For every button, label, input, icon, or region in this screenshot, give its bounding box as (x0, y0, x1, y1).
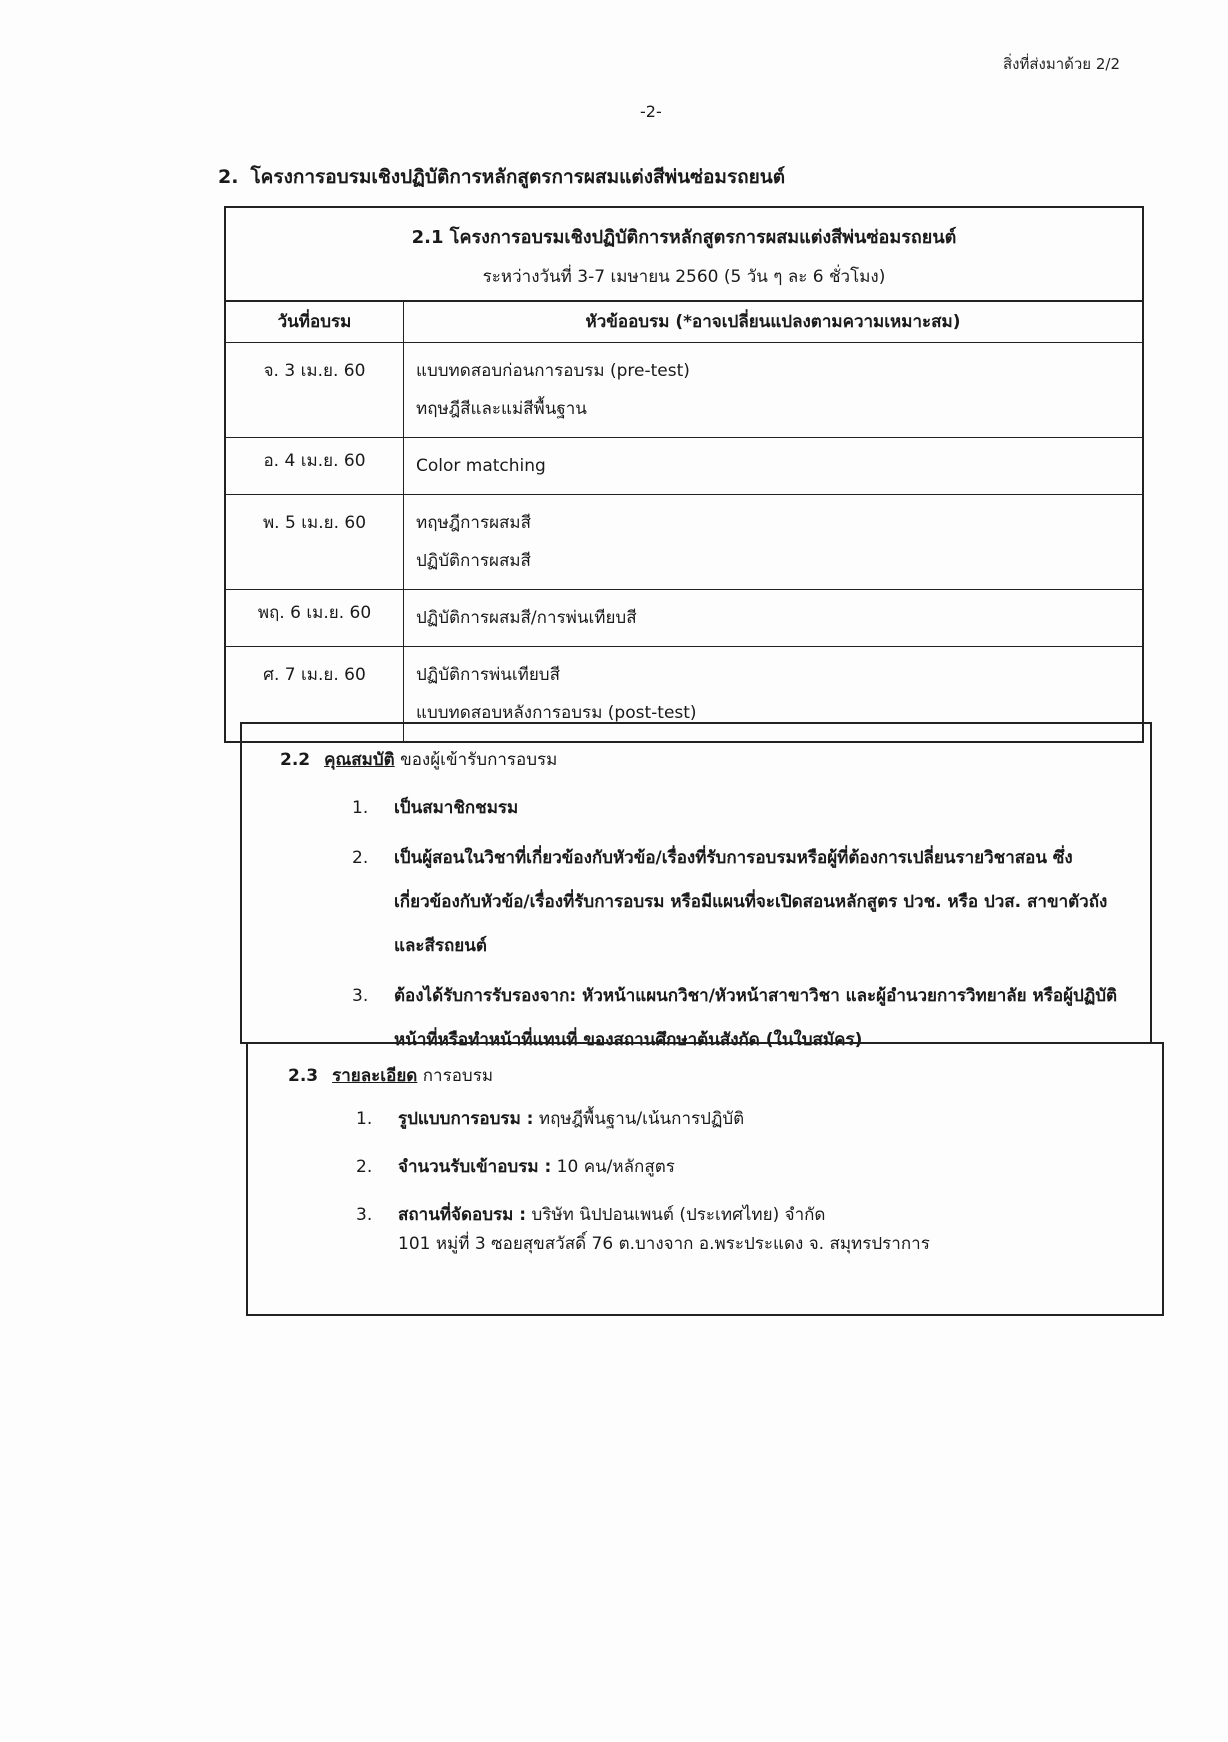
page-number: -2- (640, 102, 662, 121)
item-number: 3. (352, 986, 369, 1006)
schedule-header (226, 208, 1142, 302)
topic-item: ปฏิบัติการผสมสี (416, 551, 531, 571)
details-list (356, 1104, 1144, 1276)
table-row (226, 343, 1142, 438)
topic-item: ทฤษฎีสีและแม่สีพื้นฐาน (416, 399, 587, 419)
item-number: 1. (356, 1109, 373, 1129)
details-heading (288, 1062, 493, 1089)
item-text: เป็นผู้สอนในวิชาที่เกี่ยวข้องกับหัวข้อ/เรื่องที่รับการอบรมหรือผู้ที่ต้องการเปลี่ยนรายวิชาสอน ซึ่งเกี่ยวข้องกับหัวข้อ/เรื่องที่รับการอบรม หรือมีแผนที่จะเปิดสอนหลักสูตร ปวช. หรือ ปวส. สาขาตัวถังและสีรถยนต์ (394, 848, 1108, 956)
row-date: พ. 5 เม.ย. 60 (226, 495, 404, 589)
item-label: สถานที่จัดอบรม : (398, 1205, 527, 1225)
qualifications-heading (280, 746, 557, 773)
venue-address: 101 หมู่ที่ 3 ซอยสุขสวัสดิ์ 76 ต.บางจาก อ.พระประแดง จ. สมุทรปราการ (398, 1234, 930, 1254)
column-header-date: วันที่อบรม (226, 302, 404, 342)
details-heading-rest: การอบรม (417, 1066, 494, 1086)
topic-item: ทฤษฎีการผสมสี (416, 513, 532, 533)
item-value: ทฤษฎีพื้นฐาน/เน้นการปฏิบัติ (533, 1109, 745, 1129)
table-row (226, 438, 1142, 495)
item-value: 10 คน/หลักสูตร (551, 1157, 675, 1177)
topic-item: แบบทดสอบก่อนการอบรม (pre-test) (416, 361, 690, 381)
row-date: อ. 4 เม.ย. 60 (226, 438, 404, 494)
qualifications-heading-rest: ของผู้เข้ารับการอบรม (394, 750, 558, 770)
column-header-topic: หัวข้ออบรม (*อาจเปลี่ยนแปลงตามความเหมาะสม) (585, 312, 961, 332)
item-label: รูปแบบการอบรม : (398, 1109, 534, 1129)
list-item (352, 786, 1132, 830)
table-header-row (226, 302, 1142, 343)
attachment-label: สิ่งที่ส่งมาด้วย 2/2 (1002, 55, 1120, 73)
row-date: จ. 3 เม.ย. 60 (226, 343, 404, 437)
table-row (226, 495, 1142, 590)
schedule-dates: ระหว่างวันที่ 3-7 เมษายน 2560 (5 วัน ๆ ละ 6 ชั่วโมง) (482, 267, 886, 287)
topic-item: ปฏิบัติการพ่นเทียบสี (416, 665, 560, 685)
row-date: พฤ. 6 เม.ย. 60 (226, 590, 404, 646)
list-item (356, 1200, 1144, 1258)
row-topics (404, 495, 1142, 589)
table-row (226, 590, 1142, 647)
qualifications-number: 2.2 (280, 750, 311, 770)
schedule-table (224, 206, 1144, 743)
details-number: 2.3 (288, 1066, 319, 1086)
details-label: รายละเอียด (332, 1066, 418, 1086)
qualifications-label: คุณสมบัติ (324, 750, 395, 770)
item-label: จำนวนรับเข้าอบรม : (398, 1157, 552, 1177)
item-text: ต้องได้รับการรับรองจาก: หัวหน้าแผนกวิชา/หัวหน้าสาขาวิชา และผู้อำนวยการวิทยาลัย หรือผู้ปฏิบัติหน้าที่หรือทำหน้าที่แทนที่ ของสถานศึกษาต้นสังกัด (ในใบสมัคร) (394, 986, 1118, 1050)
row-date: ศ. 7 เม.ย. 60 (226, 647, 404, 741)
row-topics (404, 343, 1142, 437)
section-title: โครงการอบรมเชิงปฏิบัติการหลักสูตรการผสมแต่งสีพ่นซ่อมรถยนต์ (250, 166, 786, 188)
list-item (356, 1152, 1144, 1182)
list-item (356, 1104, 1144, 1134)
item-number: 2. (356, 1157, 373, 1177)
section-number: 2. (218, 166, 239, 188)
schedule-title: 2.1 โครงการอบรมเชิงปฏิบัติการหลักสูตรการผสมแต่งสีพ่นซ่อมรถยนต์ (411, 227, 957, 248)
details-box (246, 1042, 1164, 1316)
qualifications-list (352, 786, 1132, 1068)
topic-item: ปฏิบัติการผสมสี/การพ่นเทียบสี (416, 608, 637, 628)
row-topics (404, 438, 1142, 494)
list-item (352, 836, 1132, 968)
item-number: 2. (352, 848, 369, 868)
item-value: บริษัท นิปปอนเพนต์ (ประเทศไทย) จำกัด (526, 1205, 826, 1225)
section-heading (218, 162, 785, 192)
item-text: เป็นสมาชิกชมรม (394, 798, 519, 818)
topic-item: Color matching (416, 456, 546, 476)
row-topics (404, 590, 1142, 646)
item-number: 3. (356, 1205, 373, 1225)
item-number: 1. (352, 798, 369, 818)
topic-item: แบบทดสอบหลังการอบรม (post-test) (416, 703, 697, 723)
qualifications-box (240, 722, 1152, 1050)
